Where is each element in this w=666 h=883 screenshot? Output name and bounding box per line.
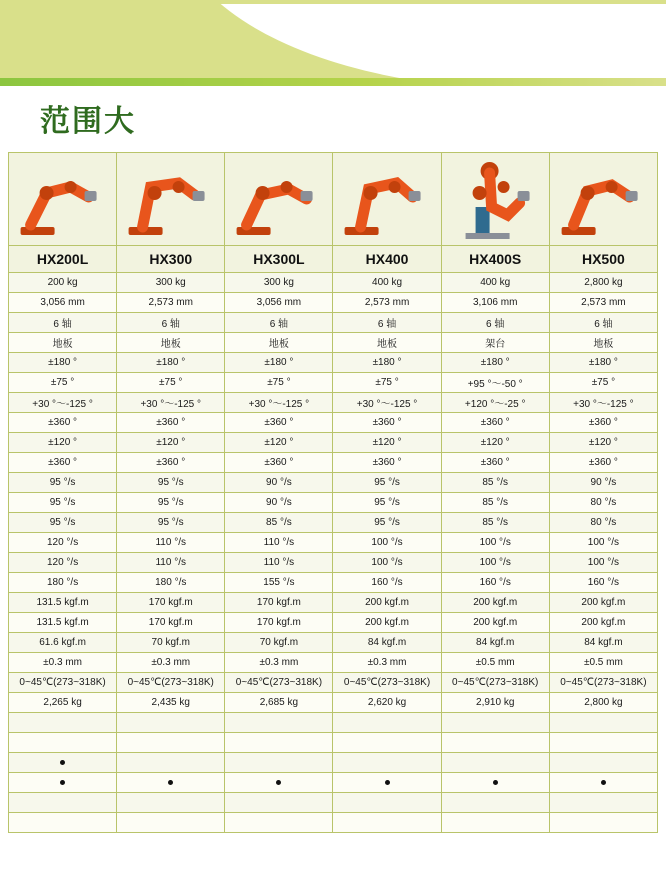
page-title: 范围大 [40,104,136,139]
table-row [9,433,658,453]
bullet-dot-icon [60,760,65,765]
bullet-dot-icon [601,780,606,785]
spec-cell [225,793,333,813]
robot-arm-icon [441,153,549,246]
spec-cell: 6 轴 [333,313,441,333]
spec-cell: 地板 [9,333,117,353]
table-row [9,673,658,693]
header-banner [0,0,666,86]
feature-dot-cell [9,753,117,773]
spec-cell: ±0.3 mm [9,653,117,673]
spec-cell: 2,620 kg [333,693,441,713]
spec-cell: 架台 [441,333,549,353]
spec-cell: 2,573 mm [549,293,657,313]
spec-cell: 84 kgf.m [549,633,657,653]
spec-cell: 2,265 kg [9,693,117,713]
spec-cell: ±120 ° [9,433,117,453]
spec-cell: ±0.5 mm [441,653,549,673]
spec-cell [9,713,117,733]
spec-cell: ±120 ° [117,433,225,453]
spec-cell: ±120 ° [441,433,549,453]
spec-cell [333,793,441,813]
spec-table [8,152,658,833]
spec-table-wrapper [8,152,658,833]
spec-cell [441,733,549,753]
spec-cell: 95 °/s [333,473,441,493]
spec-cell: ±360 ° [117,413,225,433]
spec-cell: 90 °/s [225,493,333,513]
spec-cell: 100 °/s [441,553,549,573]
table-row [9,713,658,733]
spec-cell: +30 °～-125 ° [225,393,333,413]
model-header-row [9,246,658,273]
spec-cell: ±0.3 mm [225,653,333,673]
spec-cell: 6 轴 [9,313,117,333]
spec-cell [333,813,441,833]
spec-cell: 300 kg [225,273,333,293]
spec-cell: ±360 ° [225,453,333,473]
spec-cell: 85 °/s [441,513,549,533]
robot-arm-icon [333,153,441,246]
spec-cell: 84 kgf.m [441,633,549,653]
spec-cell: ±180 ° [441,353,549,373]
spec-cell [225,713,333,733]
spec-cell: 80 °/s [549,513,657,533]
spec-cell: 110 °/s [117,533,225,553]
spec-cell [9,813,117,833]
spec-cell: 0~45℃(273~318K) [225,673,333,693]
spec-cell: ±360 ° [441,413,549,433]
spec-cell: 地板 [225,333,333,353]
spec-cell: 地板 [549,333,657,353]
spec-cell: 200 kgf.m [333,613,441,633]
spec-cell: 180 °/s [117,573,225,593]
feature-dot-cell [549,773,657,793]
spec-cell: ±75 ° [333,373,441,393]
table-row [9,273,658,293]
table-row [9,353,658,373]
spec-cell: 100 °/s [333,533,441,553]
spec-cell: ±75 ° [549,373,657,393]
table-row [9,773,658,793]
spec-cell: 3,106 mm [441,293,549,313]
spec-cell [117,733,225,753]
table-row [9,573,658,593]
spec-cell: 100 °/s [333,553,441,573]
spec-cell: 95 °/s [333,493,441,513]
spec-cell: ±360 ° [441,453,549,473]
table-row [9,473,658,493]
spec-cell: 110 °/s [225,553,333,573]
spec-cell: 131.5 kgf.m [9,593,117,613]
spec-cell: 100 °/s [549,553,657,573]
bullet-dot-icon [385,780,390,785]
spec-cell: 85 °/s [225,513,333,533]
robot-image-row [9,153,658,246]
spec-cell: ±120 ° [225,433,333,453]
spec-cell: 180 °/s [9,573,117,593]
spec-cell: ±180 ° [333,353,441,373]
robot-arm-icon [9,153,117,246]
spec-cell: 0~45℃(273~318K) [549,673,657,693]
spec-cell [549,793,657,813]
spec-cell: 160 °/s [441,573,549,593]
spec-cell [333,753,441,773]
spec-cell [441,713,549,733]
spec-cell: ±120 ° [333,433,441,453]
spec-cell: ±360 ° [117,453,225,473]
table-row [9,553,658,573]
table-row [9,413,658,433]
spec-cell: 200 kgf.m [549,613,657,633]
spec-cell: 0~45℃(273~318K) [9,673,117,693]
spec-cell: +120 °～-25 ° [441,393,549,413]
spec-cell: ±75 ° [9,373,117,393]
feature-dot-cell [117,773,225,793]
spec-cell [225,733,333,753]
bullet-dot-icon [60,780,65,785]
spec-cell [9,733,117,753]
spec-cell [549,753,657,773]
spec-cell: 2,685 kg [225,693,333,713]
spec-cell: 3,056 mm [9,293,117,313]
spec-cell [117,813,225,833]
spec-cell: 6 轴 [117,313,225,333]
bullet-dot-icon [276,780,281,785]
spec-cell: 2,910 kg [441,693,549,713]
spec-cell: 170 kgf.m [117,593,225,613]
spec-cell: 95 °/s [117,493,225,513]
spec-cell: 2,573 mm [117,293,225,313]
spec-cell: 120 °/s [9,553,117,573]
spec-cell: 100 °/s [549,533,657,553]
table-row [9,493,658,513]
table-row [9,693,658,713]
bullet-dot-icon [493,780,498,785]
spec-cell: 3,056 mm [225,293,333,313]
table-row [9,733,658,753]
spec-cell: 95 °/s [9,473,117,493]
table-row [9,633,658,653]
spec-cell: 2,435 kg [117,693,225,713]
spec-cell: ±360 ° [9,413,117,433]
spec-cell: 85 °/s [441,473,549,493]
spec-cell: ±180 ° [117,353,225,373]
spec-cell: +30 °～-125 ° [9,393,117,413]
spec-cell: ±360 ° [225,413,333,433]
banner-top-strip [0,0,666,4]
model-name-cell: HX200L [9,246,117,273]
spec-cell: ±75 ° [117,373,225,393]
spec-cell: 170 kgf.m [225,613,333,633]
feature-dot-cell [9,773,117,793]
spec-cell: 95 °/s [9,493,117,513]
spec-cell: ±0.3 mm [333,653,441,673]
model-name-cell: HX300 [117,246,225,273]
spec-cell [441,793,549,813]
spec-cell [441,813,549,833]
table-row [9,293,658,313]
robot-arm-icon [549,153,657,246]
spec-cell: ±180 ° [549,353,657,373]
table-row [9,373,658,393]
spec-cell: 85 °/s [441,493,549,513]
spec-cell: 160 °/s [333,573,441,593]
feature-dot-cell [441,773,549,793]
spec-cell: 110 °/s [117,553,225,573]
spec-cell: 70 kgf.m [225,633,333,653]
spec-cell: +30 °～-125 ° [549,393,657,413]
table-row [9,453,658,473]
table-row [9,813,658,833]
spec-cell [225,813,333,833]
table-row [9,393,658,413]
spec-cell [549,733,657,753]
spec-cell: 95 °/s [333,513,441,533]
spec-cell: ±360 ° [333,453,441,473]
spec-cell: 90 °/s [549,473,657,493]
model-name-cell: HX400S [441,246,549,273]
table-row [9,753,658,773]
spec-cell: ±180 ° [9,353,117,373]
spec-cell [441,753,549,773]
spec-cell: ±360 ° [333,413,441,433]
page-footer [0,843,666,883]
table-row [9,313,658,333]
spec-cell [225,753,333,773]
spec-cell: 90 °/s [225,473,333,493]
spec-cell: ±75 ° [225,373,333,393]
spec-cell: 0~45℃(273~318K) [117,673,225,693]
model-name-cell: HX500 [549,246,657,273]
spec-cell: 地板 [117,333,225,353]
robot-arm-icon [117,153,225,246]
banner-green-divider [0,78,666,86]
spec-cell: 120 °/s [9,533,117,553]
table-row [9,653,658,673]
model-name-cell: HX400 [333,246,441,273]
spec-cell: 2,573 mm [333,293,441,313]
spec-cell: ±360 ° [549,453,657,473]
spec-cell: 80 °/s [549,493,657,513]
spec-cell: ±180 ° [225,353,333,373]
spec-cell: ±0.5 mm [549,653,657,673]
spec-cell: +30 °～-125 ° [333,393,441,413]
spec-cell: 84 kgf.m [333,633,441,653]
spec-cell: 200 kgf.m [549,593,657,613]
spec-cell: 170 kgf.m [225,593,333,613]
spec-cell: 200 kgf.m [441,613,549,633]
spec-cell [117,713,225,733]
spec-cell: 95 °/s [117,473,225,493]
spec-cell: 95 °/s [9,513,117,533]
spec-cell: 160 °/s [549,573,657,593]
spec-cell: 95 °/s [117,513,225,533]
feature-dot-cell [225,773,333,793]
spec-cell: 400 kg [441,273,549,293]
spec-cell: ±120 ° [549,433,657,453]
spec-cell: 0~45℃(273~318K) [441,673,549,693]
spec-cell: 地板 [333,333,441,353]
table-row [9,793,658,813]
spec-cell: 200 kgf.m [333,593,441,613]
spec-cell: 155 °/s [225,573,333,593]
spec-cell [333,713,441,733]
spec-cell: 200 kg [9,273,117,293]
table-row [9,613,658,633]
table-row [9,513,658,533]
spec-cell: 100 °/s [441,533,549,553]
feature-dot-cell [333,773,441,793]
spec-cell: 200 kgf.m [441,593,549,613]
spec-cell: ±0.3 mm [117,653,225,673]
spec-cell: 0~45℃(273~318K) [333,673,441,693]
spec-cell: 2,800 kg [549,693,657,713]
spec-cell: 131.5 kgf.m [9,613,117,633]
spec-cell [333,733,441,753]
spec-cell: 6 轴 [225,313,333,333]
spec-cell: 61.6 kgf.m [9,633,117,653]
table-row [9,533,658,553]
spec-cell: ±360 ° [549,413,657,433]
spec-cell [117,793,225,813]
spec-cell [549,713,657,733]
spec-cell [117,753,225,773]
table-row [9,333,658,353]
robot-arm-icon [225,153,333,246]
model-name-cell: HX300L [225,246,333,273]
spec-cell: +95 °～-50 ° [441,373,549,393]
spec-cell: 70 kgf.m [117,633,225,653]
spec-cell [9,793,117,813]
spec-cell: 170 kgf.m [117,613,225,633]
spec-cell: 400 kg [333,273,441,293]
spec-cell: 110 °/s [225,533,333,553]
spec-cell: 2,800 kg [549,273,657,293]
spec-cell: ±360 ° [9,453,117,473]
spec-cell: +30 °～-125 ° [117,393,225,413]
spec-cell [549,813,657,833]
spec-cell: 6 轴 [441,313,549,333]
spec-cell: 6 轴 [549,313,657,333]
spec-cell: 300 kg [117,273,225,293]
bullet-dot-icon [168,780,173,785]
table-row [9,593,658,613]
